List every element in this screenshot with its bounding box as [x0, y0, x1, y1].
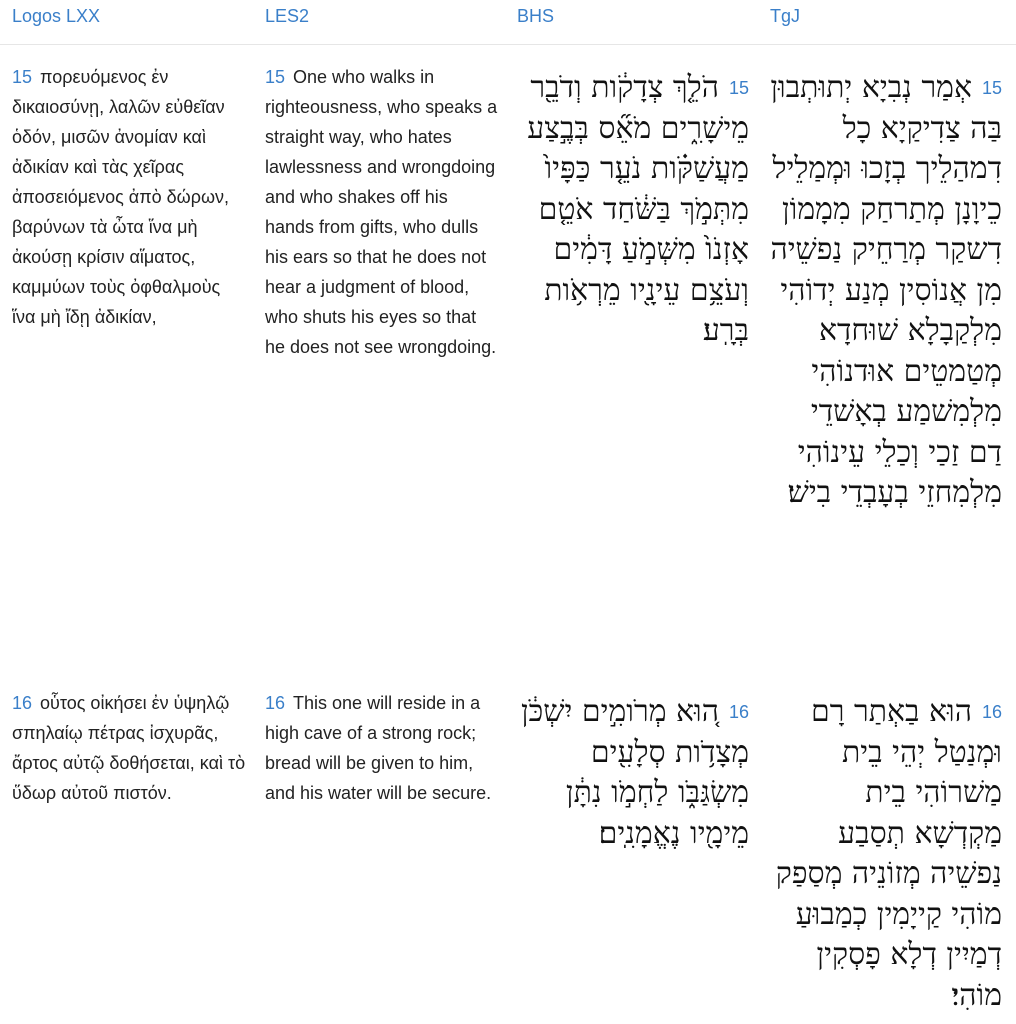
column-header-tgj[interactable]: TgJ [770, 6, 801, 26]
bhs-text: ה֚וּא מְרֹומִ֣ים יִשְׁכֹּ֔ן מְצָדֹ֥ות סְלָעִ֖ים מִשְׂגַּבֹּ֑ו לַחְמֹ֣ו נִתָּ֔ן מֵימָ֖יו נֶאֱמָנִֽים׃ [520, 694, 749, 851]
lxx-text: οὗτος οἰκήσει ἐν ὑψηλῷ σπηλαίῳ πέτρας ἰσχυρᾶς, ἄρτος αὐτῷ δοθήσεται, καὶ τὸ ὕδωρ αὐτοῦ πιστόν. [12, 693, 246, 803]
bhs-text: הֹלֵ֤ךְ צְדָקֹ֔ות וְדֹבֵ֖ר מֵישָׁרִ֑ים מֹאֵ֞ס בְּבֶ֣צַע מַעֲשַׁקֹּ֗ות נֹעֵ֤ר כַּפָּיו֙ מִתְּמֹ֣ךְ בַּשֹּׁ֔חַד אֹטֵ֤ם אָזְנֹו֙ מִשְּׁמֹ֣עַ דָּמִ֔ים וְעֹצֵ֥ם עֵינָ֖יו מֵרְאֹ֥ות בְּרָֽע׃ [527, 70, 749, 348]
verse-number[interactable]: 16 [265, 693, 286, 713]
lxx-text: πορευόμενος ἐν δικαιοσύνῃ, λαλῶν εὐθεῖαν ὁδόν, μισῶν ἀνομίαν καὶ ἀδικίαν καὶ τὰς χεῖρας ἀποσειόμενος ἀπὸ δώρων, βαρύνων τὰ ὦτα ἵνα μὴ ἀκούσῃ κρίσιν αἵματος, καμμύων τοὺς ὀφθαλμοὺς ἵνα μὴ ἴδῃ ἀδικίαν, [12, 67, 230, 327]
column-header-bar [0, 0, 1016, 45]
les2-cell [265, 62, 500, 362]
les2-text: One who walks in righteousness, who speaks a straight way, who hates lawlessness and wrongdoing and who shakes off his hands from gifts, who dulls his ears so that he does not hear a judgment of blood, who shuts his eyes so that he does not see wrongdoing. [265, 67, 498, 357]
les2-cell [265, 688, 500, 808]
verse-number[interactable]: 15 [728, 78, 749, 98]
tgj-text: אְמַר נְבִיָא יְתוּתְבוּן בַּה צַדִיקַיָא כָל דִמהַלֵיך בְזָכוּ וּמְמַלֵיל כֵיוָנָן מְתַרחַק מִמָמוֹן דִשקַר מְרַחֵיק נַפשֵׁיה מִן אֲנוֹסִין מְנַע יְדוֹהִי מִלְקַבָלָא שׁוּחדָא מְטַמטֵים אוּדנוֹהִי מִלְמִשׁמַע בְאָשׁדֵי דַם זַכַי וְכַלֵי עֵינוֹהִי מִלְמִחזֵי בְעָבְדֵי בִישׁ׃ [770, 70, 1002, 510]
column-header-bhs[interactable]: BHS [517, 6, 555, 26]
bhs-cell [517, 68, 749, 352]
lxx-cell [12, 62, 247, 332]
tgj-cell [770, 692, 1002, 1016]
lxx-cell [12, 688, 247, 808]
les2-text: This one will reside in a high cave of a strong rock; bread will be given to him, and his water will be secure. [265, 693, 492, 803]
tgj-cell [770, 68, 1002, 514]
verse-number[interactable]: 15 [981, 78, 1002, 98]
column-header-les2[interactable]: LES2 [265, 6, 310, 26]
bhs-cell [517, 692, 749, 854]
tgj-text: הוּא בַאְתַר רָם וּמְנַטַל יְהֵי בֵית מַשׁרוֹהִי בֵית מַקְדְשָׁא תְסַבַע נַפשֵׁיה מְזוֹנֵיה מְסַפַק מוֹהִי קַייָמִין כְמַבוּעַ דְמַיִין דְלָא פָסְקִין מוֹהִי׃ [775, 694, 1002, 1013]
verse-number[interactable]: 16 [12, 693, 33, 713]
verse-number[interactable]: 16 [981, 702, 1002, 722]
verse-number[interactable]: 15 [12, 67, 33, 87]
verse-number[interactable]: 16 [728, 702, 749, 722]
column-header-logos-lxx[interactable]: Logos LXX [12, 6, 101, 26]
verse-number[interactable]: 15 [265, 67, 286, 87]
